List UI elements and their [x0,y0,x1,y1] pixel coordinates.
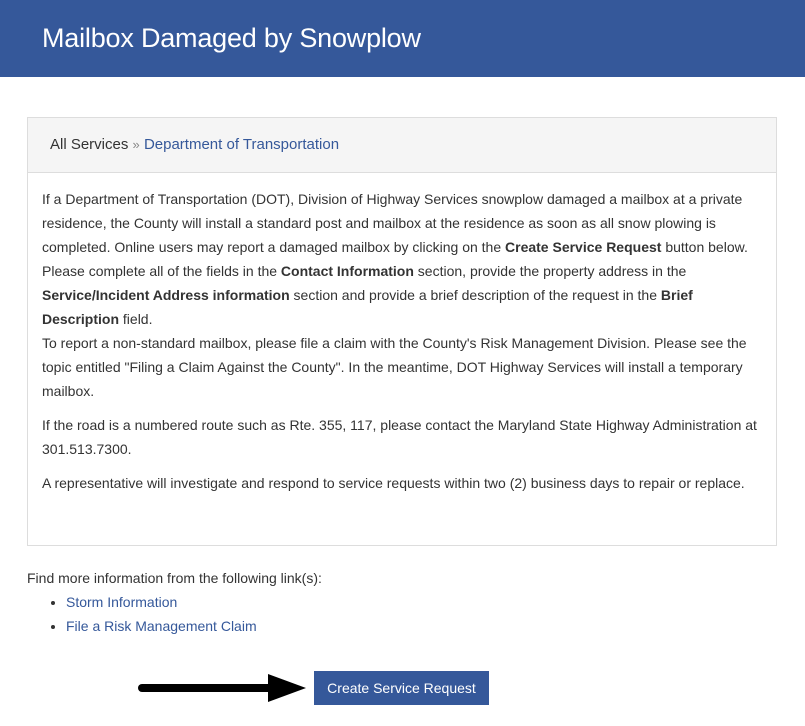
links-list [27,590,787,638]
list-item [66,614,787,638]
description-text-non-standard: To report a non-standard mailbox, please file a claim with the County's Risk Management Division. Please see the topic entitled "Filing a Claim Against the County". In the meantime, DOT Highway Services will install a temporary mailbox. [42,335,747,399]
description-text: button below. Please complete all of the fields in the [42,239,748,279]
breadcrumb [28,118,776,173]
service-info-panel [27,117,777,546]
breadcrumb-root[interactable]: All Services [50,136,129,153]
description-paragraph-2: If the road is a numbered route such as Rte. 355, 117, please contact the Maryland State Highway Administration at 301.513.7300. [42,417,757,457]
list-item [66,590,787,614]
description-paragraph-1 [42,187,762,403]
description-bold-contact-info: Contact Information [280,263,414,279]
description-paragraph-3: A representative will investigate and respond to service requests within two (2) business days to repair or replace. [42,475,745,491]
description-text: section, provide the property address in the [413,263,687,279]
description-text: If a Department of Transportation (DOT), Division of Highway Services snowplow damaged a mailbox at a private residence, the County will install a standard post and mailbox at the residence as soon as all snow plowing is completed. Online users may report a damaged mailbox by clicking on the [42,191,743,255]
create-service-request-button[interactable]: Create Service Request [314,671,489,705]
description-bold-create-request: Create Service Request [505,239,662,255]
description-text: section and provide a brief description of the request in the [289,287,661,303]
page-title: Mailbox Damaged by Snowplow [42,23,421,53]
page-header [0,0,805,77]
description-bold-address-info: Service/Incident Address information [42,287,290,303]
right-arrow-icon [136,672,308,704]
description-bold-brief-description: Brief Description [42,287,693,327]
service-description [28,173,776,495]
breadcrumb-department-link[interactable]: Department of Transportation [143,136,340,153]
links-intro: Find more information from the following link(s): [27,570,322,586]
related-links [27,566,787,638]
risk-management-claim-link[interactable]: File a Risk Management Claim [66,618,257,634]
breadcrumb-separator: » [132,137,140,152]
description-text: field. [119,311,153,327]
storm-information-link[interactable]: Storm Information [66,594,178,610]
